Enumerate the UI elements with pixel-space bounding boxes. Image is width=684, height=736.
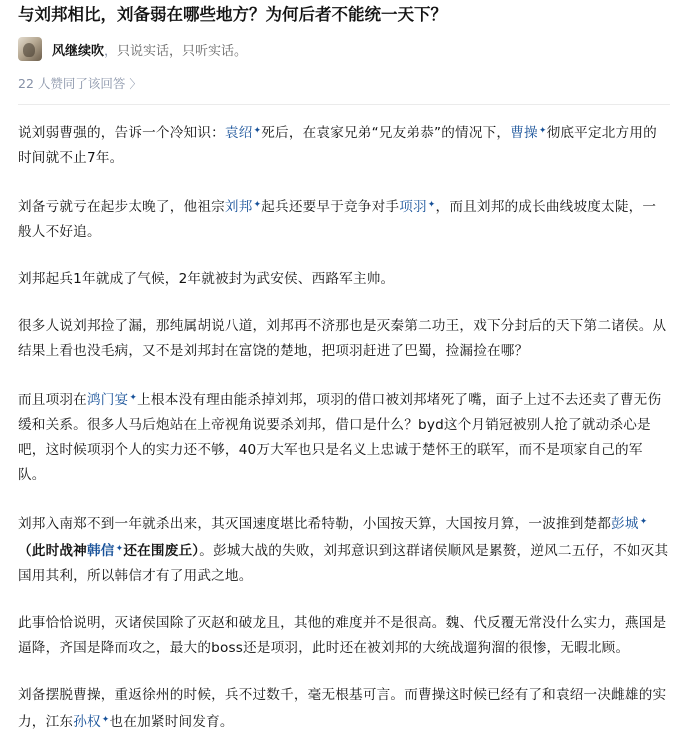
- vote-count-text: 22 人赞同了该回答: [18, 76, 126, 91]
- text-segment: 。彭城大战的失败，刘邦意识到这群诸侯顺风是累赘，逆风二五仔，不如灭其国用其利，所以韩信才有了用武之地。: [18, 543, 669, 584]
- paragraph-2: [18, 193, 670, 245]
- keyword-link-caocao[interactable]: 曹操: [510, 125, 538, 141]
- bold-segment: 还在围废丘）: [123, 543, 200, 559]
- paragraph-5: [18, 386, 670, 488]
- text-segment: 死后，在袁家兄弟“兄友弟恭”的情况下，: [261, 125, 511, 141]
- paragraph-4: 很多人说刘邦捡了漏，那纯属胡说八道，刘邦再不济那也是灭秦第二功王，戏下分封后的天下第二诸侯。从结果上看也没毛病，又不是刘邦封在富饶的楚地，把项羽赶进了巴蜀，捡漏捡在哪？: [18, 318, 667, 359]
- paragraph-7: 此事恰恰说明，灭诸侯国除了灭赵和破龙且，其他的难度并不是很高。魏、代反覆无常没什么实力，燕国是逼降，齐国是降而攻之，最大的boss还是项羽，此时还在被刘邦的大统战遛狗溜的很惨，无暇北顾。: [18, 615, 667, 656]
- paragraph-3: 刘邦起兵1年就成了气候，2年就被封为武安侯、西路军主帅。: [18, 271, 395, 287]
- author-separator: ，: [104, 43, 118, 59]
- bold-segment: （此时战神: [18, 543, 87, 559]
- avatar[interactable]: [18, 37, 42, 61]
- paragraph-6: [18, 510, 670, 589]
- text-segment: 而且项羽在: [18, 392, 87, 408]
- text-segment: ，而且刘邦的成长曲线坡度太陡，一般人不好追。: [18, 199, 657, 240]
- text-segment: 也在加紧时间发育。: [109, 714, 234, 730]
- text-segment: 刘备亏就亏在起步太晚了，他祖宗: [18, 199, 225, 215]
- sparkle-icon: ✦: [639, 517, 648, 527]
- keyword-link-hongmenyan[interactable]: 鸿门宴: [86, 392, 129, 408]
- text-segment: 起兵还要早于竞争对手: [261, 199, 400, 215]
- keyword-link-liubang[interactable]: 刘邦: [224, 199, 253, 215]
- author-bio: 只说实话，只听实话。: [117, 43, 248, 59]
- sparkle-icon: ✦: [427, 200, 436, 210]
- text-segment: 彻底平定北方用的时间就不止7年。: [18, 125, 657, 166]
- vote-count: [18, 74, 670, 94]
- sparkle-icon: ✦: [115, 544, 124, 554]
- text-segment: 刘邦入南郑不到一年就杀出来，其灭国速度堪比希特勒，小国按天算，大国按月算，一波推到楚都: [18, 516, 612, 532]
- sparkle-icon: ✦: [129, 393, 138, 403]
- divider: [18, 104, 670, 105]
- keyword-link-hanxin[interactable]: 韩信: [86, 543, 115, 559]
- answer-card: [0, 3, 684, 736]
- sparkle-icon: ✦: [538, 126, 547, 136]
- author-name[interactable]: 风继续吹: [52, 43, 105, 59]
- sparkle-icon: ✦: [253, 200, 262, 210]
- text-segment: 刘备摆脱曹操，重返徐州的时候，兵不过数千，毫无根基可言。而曹操这时候已经有了和袁绍一决雌雄的实力，江东: [18, 687, 667, 730]
- answer-content: [18, 119, 670, 735]
- keyword-link-pengcheng[interactable]: 彭城: [611, 516, 639, 532]
- keyword-link-yuanshao[interactable]: 袁绍: [224, 125, 253, 141]
- sparkle-icon: ✦: [253, 126, 262, 136]
- text-segment: 说刘弱曹强的，告诉一个冷知识：: [18, 125, 225, 141]
- author-info: [18, 35, 670, 63]
- paragraph-1: [18, 119, 670, 171]
- question-title[interactable]: 与刘邦相比，刘备弱在哪些地方？为何后者不能统一天下？: [18, 5, 447, 24]
- keyword-link-sunquan[interactable]: 孙权: [73, 714, 101, 730]
- paragraph-8: [18, 683, 670, 735]
- keyword-link-xiangyu[interactable]: 项羽: [399, 199, 427, 215]
- text-segment: 上根本没有理由能杀掉刘邦，项羽的借口被刘邦堵死了嘴，面子上过不去还卖了曹无伤缓和关系。很多人马后炮站在上帝视角说要杀刘邦，借口是什么？byd这个月销冠被别人抢了就动杀心是吧，这时候项羽个人的实力还不够，40万大军也只是名义上忠诚于楚怀王的联军，而不是项家自己的军队。: [18, 392, 662, 483]
- chevron-right-icon: 〉: [129, 77, 142, 91]
- sparkle-icon: ✦: [101, 715, 110, 725]
